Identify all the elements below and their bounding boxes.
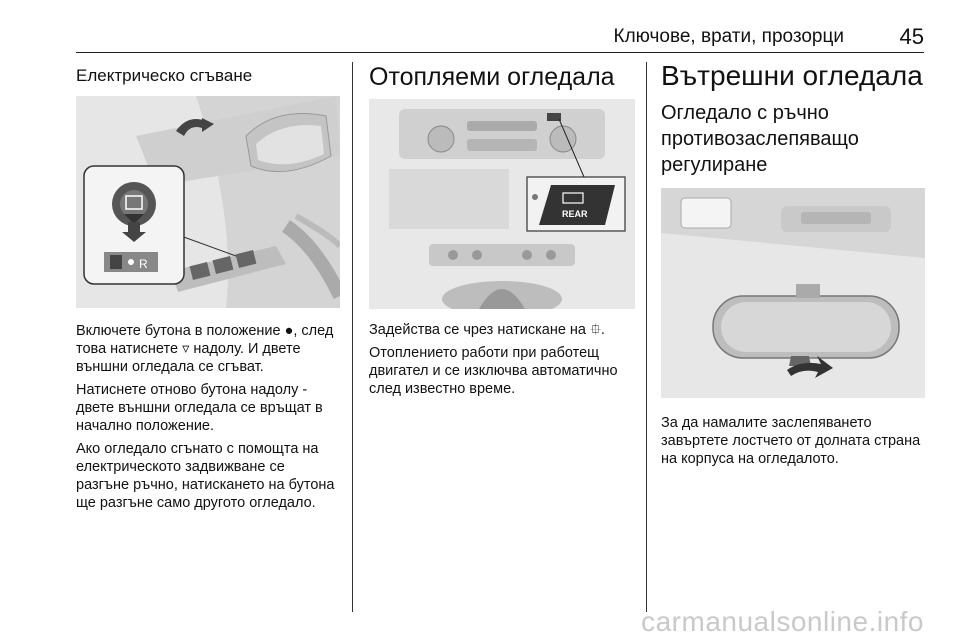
switch-r-label: R bbox=[139, 257, 148, 271]
header-title: Ключове, врати, прозорци bbox=[613, 26, 844, 47]
folding-paragraph-1: Включете бутона в положение ●, след това натиснете ▿ надолу. И двете външни огледала се сгъват. bbox=[76, 323, 334, 375]
header-rule bbox=[76, 52, 924, 53]
column-divider-2 bbox=[646, 62, 647, 612]
column-heated-mirrors bbox=[369, 62, 635, 403]
folding-paragraph-2: Натиснете отново бутона надолу - двете външни огледала се връщат в начално положение. bbox=[76, 382, 323, 434]
folding-paragraph-3: Ако огледало сгънато с помощта на електрическото задвижване се разгъне ръчно, натискането на бутона ще разгъне само другото огледало. bbox=[76, 441, 335, 511]
subheading-manual-antiglare: Огледало с ръчно противозаслепяващо регулиране bbox=[661, 102, 859, 176]
section-heading-interior: Вътрешни огледала bbox=[661, 60, 923, 91]
page-number: 45 bbox=[899, 24, 924, 49]
section-heading-heated: Отопляеми огледала bbox=[369, 63, 615, 91]
mirror-fold-switch-illustration bbox=[76, 96, 340, 308]
interior-paragraph-1: За да намалите заслепяването завъртете лостчето от долната страна на корпуса на огледалото. bbox=[661, 415, 921, 467]
column-mirror-folding bbox=[76, 66, 340, 517]
heated-paragraph-2: Отоплението работи при работещ двигател и се изключва автоматично след известно време. bbox=[369, 345, 618, 397]
heated-mirror-button-illustration bbox=[369, 99, 635, 309]
heated-paragraph-1: Задейства се чрез натискане на ⯐. bbox=[369, 322, 605, 338]
watermark: carmanualsonline.info bbox=[641, 606, 924, 637]
section-heading-folding: Електрическо сгъване bbox=[76, 66, 253, 85]
page-header bbox=[76, 26, 924, 48]
rear-button-label: REAR bbox=[562, 209, 588, 219]
column-interior-mirrors bbox=[661, 60, 927, 473]
column-divider-1 bbox=[352, 62, 353, 612]
interior-mirror-illustration bbox=[661, 188, 925, 398]
